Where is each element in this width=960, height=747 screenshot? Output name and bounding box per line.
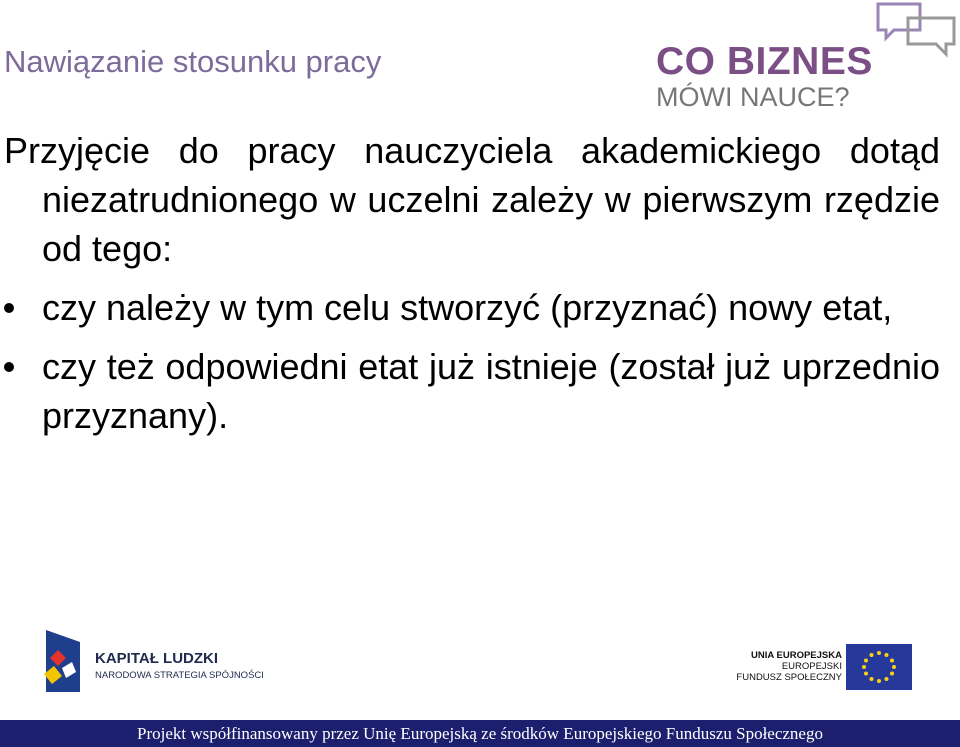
bullet-list [4, 283, 940, 440]
eu-logo-line2: EUROPEJSKI [781, 661, 842, 672]
bullet-text: czy należy w tym celu stworzyć (przyznać) nowy etat, [42, 287, 893, 328]
slide-title: Nawiązanie stosunku pracy [4, 44, 382, 79]
bullet-icon [4, 303, 14, 313]
kapital-ludzki-name: KAPITAŁ LUDZKI [95, 650, 219, 667]
eu-logo-text [736, 650, 842, 683]
bullet-item [4, 283, 940, 332]
bullet-item [4, 342, 940, 440]
footer-bar [0, 720, 960, 747]
eu-logo-line3: FUNDUSZ SPOŁECZNY [736, 672, 842, 683]
co-biznes-logo [656, 0, 960, 112]
bullet-text: czy też odpowiedni etat już istnieje (został już uprzednio przyznany). [42, 346, 940, 436]
eu-logo [736, 644, 912, 690]
intro-paragraph: Przyjęcie do pracy nauczyciela akademickiego dotąd niezatrudnionego w uczelni zależy w pierwszym rzędzie od tego: [4, 130, 940, 269]
footer-text: Projekt współfinansowany przez Unię Europejską ze środków Europejskiego Funduszu Społecznego [137, 724, 823, 743]
eu-logo-line1: UNIA EUROPEJSKA [751, 650, 842, 661]
kapital-ludzki-logo [40, 628, 300, 696]
slide-content [4, 126, 940, 450]
co-biznes-logo-line1: CO BIZNES [656, 40, 873, 83]
kapital-ludzki-subtitle: NARODOWA STRATEGIA SPÓJNOŚCI [95, 670, 264, 681]
kapital-ludzki-emblem-icon [40, 628, 84, 694]
bullet-icon [4, 362, 14, 372]
eu-flag-icon [846, 644, 912, 690]
co-biznes-logo-line2: MÓWI NAUCE? [656, 82, 850, 112]
speech-bubbles-icon [874, 0, 960, 60]
